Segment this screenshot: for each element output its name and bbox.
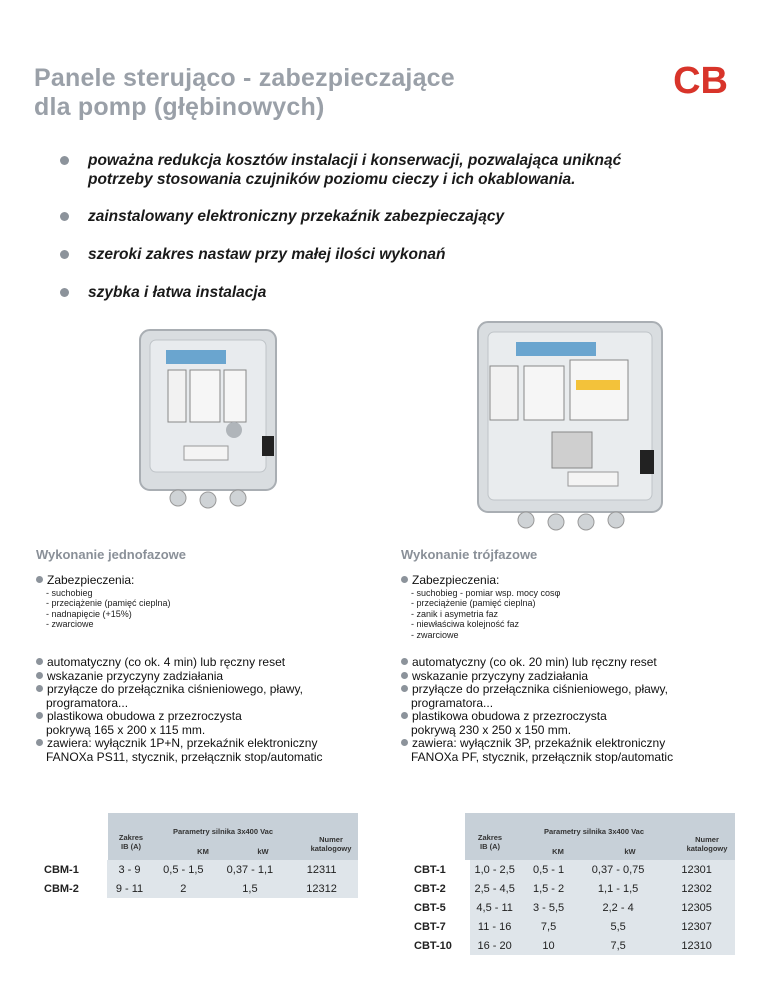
bullet-dot-icon [401,712,408,719]
title-line-1: Panele sterująco - zabezpieczające [34,64,455,92]
model-cell: CBT-2 [408,879,470,898]
bullet-dot-icon [36,658,43,665]
three-phase-protections: Zabezpieczenia: - suchobieg - pomiar wsp. mocy cosφ - przeciążenie (pamięć cieplna) - zanik i asymetria faz - niewłaściwa kolejność faz - zwarciowe [401,574,741,640]
page-title [34,64,455,122]
bullet-dot-icon [401,685,408,692]
three-table-header [465,813,735,860]
kw-header: kW [624,847,636,856]
bullet-dot-icon [401,672,408,679]
km-header: KM [197,847,209,856]
model-cell: CBT-7 [408,917,470,936]
range-cell: 4,5 - 11 [470,898,519,917]
kw-cell: 2,2 - 4 [578,898,658,917]
range-cell: 3 - 9 [107,860,152,879]
bullet-dot-icon [401,658,408,665]
model-cell: CBT-5 [408,898,470,917]
catalog-cell: 12307 [658,917,735,936]
bullet-dot-icon [60,288,69,297]
table-row [408,879,735,898]
catalog-cell: 12310 [658,936,735,955]
kw-cell: 0,37 - 0,75 [578,860,658,879]
table-row [408,860,735,879]
range-cell: 11 - 16 [470,917,519,936]
km-cell: 7,5 [519,917,578,936]
catalog-header: Numer katalogowy [686,835,728,853]
model-cell: CBT-1 [408,860,470,879]
bullet-dot-icon [36,672,43,679]
params-header: Parametry silnika 3x400 Vac [172,827,274,836]
catalog-cell: 12312 [285,879,358,898]
table-row [38,879,358,898]
three-phase-table [408,860,735,955]
bullet-dot-icon [36,685,43,692]
bullet-dot-icon [60,156,69,165]
km-cell: 1,5 - 2 [519,879,578,898]
km-cell: 10 [519,936,578,955]
single-phase-table [38,860,358,898]
bullet-dot-icon [60,212,69,221]
single-phase-protections: Zabezpieczenia: - suchobieg - przeciążenie (pamięć cieplna) - nadnapięcie (+15%) - zwarciowe [36,574,376,630]
model-cell: CBM-2 [38,879,107,898]
range-cell: 1,0 - 2,5 [470,860,519,879]
catalog-cell: 12302 [658,879,735,898]
range-cell: 2,5 - 4,5 [470,879,519,898]
feature-2: zainstalowany elektroniczny przekaźnik zabezpieczający [88,208,505,225]
km-cell: 0,5 - 1,5 [152,860,215,879]
feature-3: szeroki zakres nastaw przy małej ilości wykonań [88,246,446,263]
three-phase-features: automatyczny (co ok. 20 min) lub ręczny reset wskazanie przyczyny zadziałania przyłącze do przełącznika ciśnieniowego, pławy, programatora... plastikowa obudowa z przezroczysta pokrywą 230 x 250 x 150 mm. zawiera: wyłącznik 3P, przekaźnik elektroniczny FANOXa PF, stycznik, przełącznik stop/automatic [401,656,741,764]
km-cell: 2 [152,879,215,898]
table-row [408,936,735,955]
kw-cell: 1,5 [215,879,286,898]
bullet-dot-icon [401,739,408,746]
bullet-dot-icon [36,576,43,583]
bullet-dot-icon [60,250,69,259]
model-cell: CBT-10 [408,936,470,955]
single-phase-features: automatyczny (co ok. 4 min) lub ręczny reset wskazanie przyczyny zadziałania przyłącze do przełącznika ciśnieniowego, pławy, programatora... plastikowa obudowa z przezroczysta pokrywą 165 x 200 x 115 mm. zawiera: wyłącznik 1P+N, przekaźnik elektroniczny FANOXa PS11, stycznik, przełącznik stop/automatic [36,656,376,764]
km-cell: 0,5 - 1 [519,860,578,879]
three-phase-panel-image [476,320,666,534]
bullet-dot-icon [36,712,43,719]
product-code: CB [673,60,728,102]
catalog-cell: 12301 [658,860,735,879]
model-cell: CBM-1 [38,860,107,879]
catalog-cell: 12311 [285,860,358,879]
range-header: Zakres IB (A) [477,833,503,851]
km-header: KM [552,847,564,856]
params-header: Parametry silnika 3x400 Vac [543,827,645,836]
bullet-dot-icon [401,576,408,583]
title-line-2: dla pomp (głębinowych) [34,93,325,121]
three-phase-heading: Wykonanie trójfazowe [401,547,538,562]
feature-1: poważna redukcja kosztów instalacji i konserwacji, pozwalająca uniknąć potrzeby stosowania czujników poziomu cieczy i ich okablowania. [88,152,622,188]
table-row [408,917,735,936]
range-header: Zakres IB (A) [118,833,144,851]
kw-cell: 5,5 [578,917,658,936]
range-cell: 16 - 20 [470,936,519,955]
range-cell: 9 - 11 [107,879,152,898]
kw-cell: 1,1 - 1,5 [578,879,658,898]
bullet-dot-icon [36,739,43,746]
single-phase-panel-image [138,328,278,510]
km-cell: 3 - 5,5 [519,898,578,917]
catalog-header: Numer katalogowy [310,835,352,853]
single-table-header [108,813,358,860]
catalog-cell: 12305 [658,898,735,917]
single-phase-heading: Wykonanie jednofazowe [36,547,187,562]
feature-4: szybka i łatwa instalacja [88,284,267,301]
kw-cell: 0,37 - 1,1 [215,860,286,879]
table-row [38,860,358,879]
kw-header: kW [257,847,269,856]
table-row [408,898,735,917]
kw-cell: 7,5 [578,936,658,955]
